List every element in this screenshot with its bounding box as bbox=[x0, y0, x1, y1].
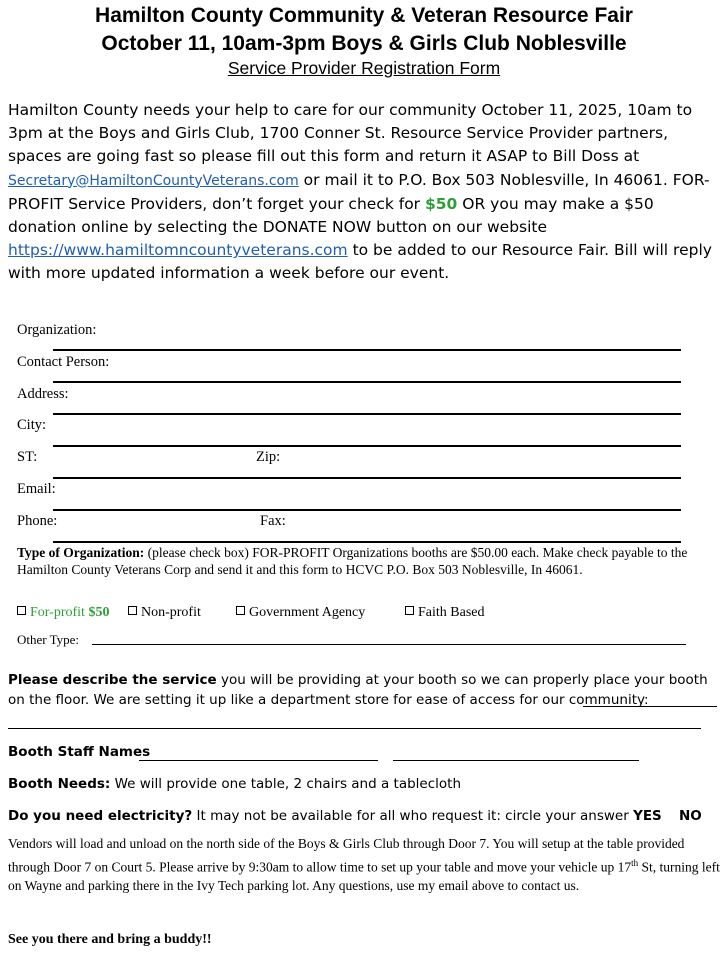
electricity-no-option[interactable]: NO bbox=[678, 808, 702, 824]
intro-text-3: OR you may make a $50 donation online by selecting the DONATE NOW button on our website bbox=[8, 194, 654, 237]
organization-field[interactable] bbox=[53, 349, 681, 351]
state-label: ST: bbox=[17, 449, 38, 465]
booth-needs-label: Booth Needs: bbox=[8, 776, 111, 792]
address-field[interactable] bbox=[53, 413, 681, 415]
email-field[interactable] bbox=[53, 509, 681, 511]
website-link[interactable]: https://www.hamiltomncountyveterans.com bbox=[8, 241, 348, 260]
checkbox-faith-based[interactable] bbox=[405, 605, 485, 621]
checkbox-icon[interactable] bbox=[405, 606, 414, 615]
other-type-field[interactable] bbox=[92, 644, 686, 645]
booth-price: $50 bbox=[424, 194, 458, 213]
intro-text-1: Hamilton County needs your help to care for our community October 11, 2025, 10am to 3pm at the Boys and Girls Club, 1700 Conner St. Resource Service Provider partners, spaces are going fast so please fill out this form and return it ASAP to Bill Doss at bbox=[8, 101, 693, 166]
checkbox-non-profit[interactable] bbox=[128, 605, 201, 621]
org-type-text: (please check box) FOR-PROFIT Organizations booths are $50.00 each. Make check payable to the Hamilton County Veterans Corp and send it and this form to HCVC P.O. Box 503 Noblesville, In 46061. bbox=[17, 545, 688, 577]
phone-label: Phone: bbox=[17, 513, 58, 529]
booth-needs bbox=[8, 776, 461, 792]
for-profit-label: For-profit bbox=[30, 605, 85, 620]
intro-text-2: or mail it to P.O. Box 503 Noblesville, In 46061. FOR-PROFIT Service Providers, don’t forget your check for bbox=[8, 170, 710, 213]
vendor-text-sup: th bbox=[631, 857, 639, 868]
checkbox-icon[interactable] bbox=[128, 606, 137, 615]
fax-label: Fax: bbox=[260, 513, 286, 529]
checkbox-icon[interactable] bbox=[236, 606, 245, 615]
booth-staff-field-2[interactable] bbox=[393, 760, 639, 761]
checkbox-government[interactable] bbox=[236, 605, 365, 621]
vendor-instructions bbox=[8, 835, 726, 895]
contact-email-link[interactable]: Secretary@HamiltonCountyVeterans.com bbox=[8, 172, 299, 189]
other-type-label: Other Type: bbox=[17, 632, 80, 647]
describe-label: Please describe the service bbox=[8, 672, 217, 688]
booth-staff-field-1[interactable] bbox=[139, 760, 378, 761]
contact-person-label: Contact Person: bbox=[17, 354, 110, 370]
zip-label: Zip: bbox=[256, 449, 281, 465]
service-description-field-1[interactable] bbox=[583, 706, 717, 707]
city-field[interactable] bbox=[53, 445, 681, 447]
fair-title: Hamilton County Community & Veteran Resource Fair bbox=[95, 4, 633, 27]
intro-text-4: to be added to our Resource Fair. Bill will reply with more updated information a week before our event. bbox=[8, 241, 712, 283]
electricity-yes-option[interactable]: YES bbox=[633, 808, 662, 824]
electricity-label: Do you need electricity? bbox=[8, 808, 193, 824]
for-profit-price: $50 bbox=[88, 605, 110, 620]
org-type-label: Type of Organization: bbox=[17, 545, 145, 560]
government-label: Government Agency bbox=[249, 605, 366, 620]
checkbox-icon[interactable] bbox=[17, 606, 26, 615]
contact-person-field[interactable] bbox=[53, 381, 681, 383]
service-description-prompt bbox=[8, 670, 724, 710]
electricity-question bbox=[8, 808, 702, 824]
checkbox-for-profit[interactable] bbox=[17, 605, 109, 621]
vendor-text-1: Vendors will load and unload on the north side of the Boys & Girls Club through Door 7. You will setup at the table provided through Door 7 on Court 5. Please arrive by 9:30am to allow time to set up your table and move your vehicle up 17 bbox=[8, 836, 685, 874]
fair-date-location: October 11, 10am-3pm Boys & Girls Club Noblesville bbox=[101, 32, 627, 55]
non-profit-label: Non-profit bbox=[141, 605, 201, 620]
state-zip-field[interactable] bbox=[53, 477, 681, 479]
phone-fax-field[interactable] bbox=[53, 541, 681, 543]
faith-based-label: Faith Based bbox=[418, 605, 485, 620]
city-label: City: bbox=[17, 417, 47, 433]
booth-needs-text: We will provide one table, 2 chairs and a tablecloth bbox=[110, 776, 462, 792]
service-description-field-2[interactable] bbox=[8, 728, 701, 729]
email-label: Email: bbox=[17, 481, 56, 497]
closing-message: See you there and bring a buddy!! bbox=[8, 932, 212, 947]
org-type-instructions bbox=[17, 545, 697, 578]
intro-paragraph bbox=[8, 99, 726, 286]
organization-label: Organization: bbox=[17, 322, 97, 338]
vendor-text-2: St, turning left on Wayne and parking there in the Ivy Tech parking lot. Any questions, use my email above to contact us. bbox=[8, 859, 720, 893]
electricity-text: It may not be available for all who request it: circle your answer bbox=[192, 808, 634, 824]
describe-text: you will be providing at your booth so we can properly place your booth on the floor. We are setting it up like a department store for ease of access for our community: bbox=[8, 672, 708, 708]
address-label: Address: bbox=[17, 386, 69, 402]
form-subtitle: Service Provider Registration Form bbox=[227, 58, 501, 78]
booth-staff-label: Booth Staff Names bbox=[8, 744, 151, 760]
